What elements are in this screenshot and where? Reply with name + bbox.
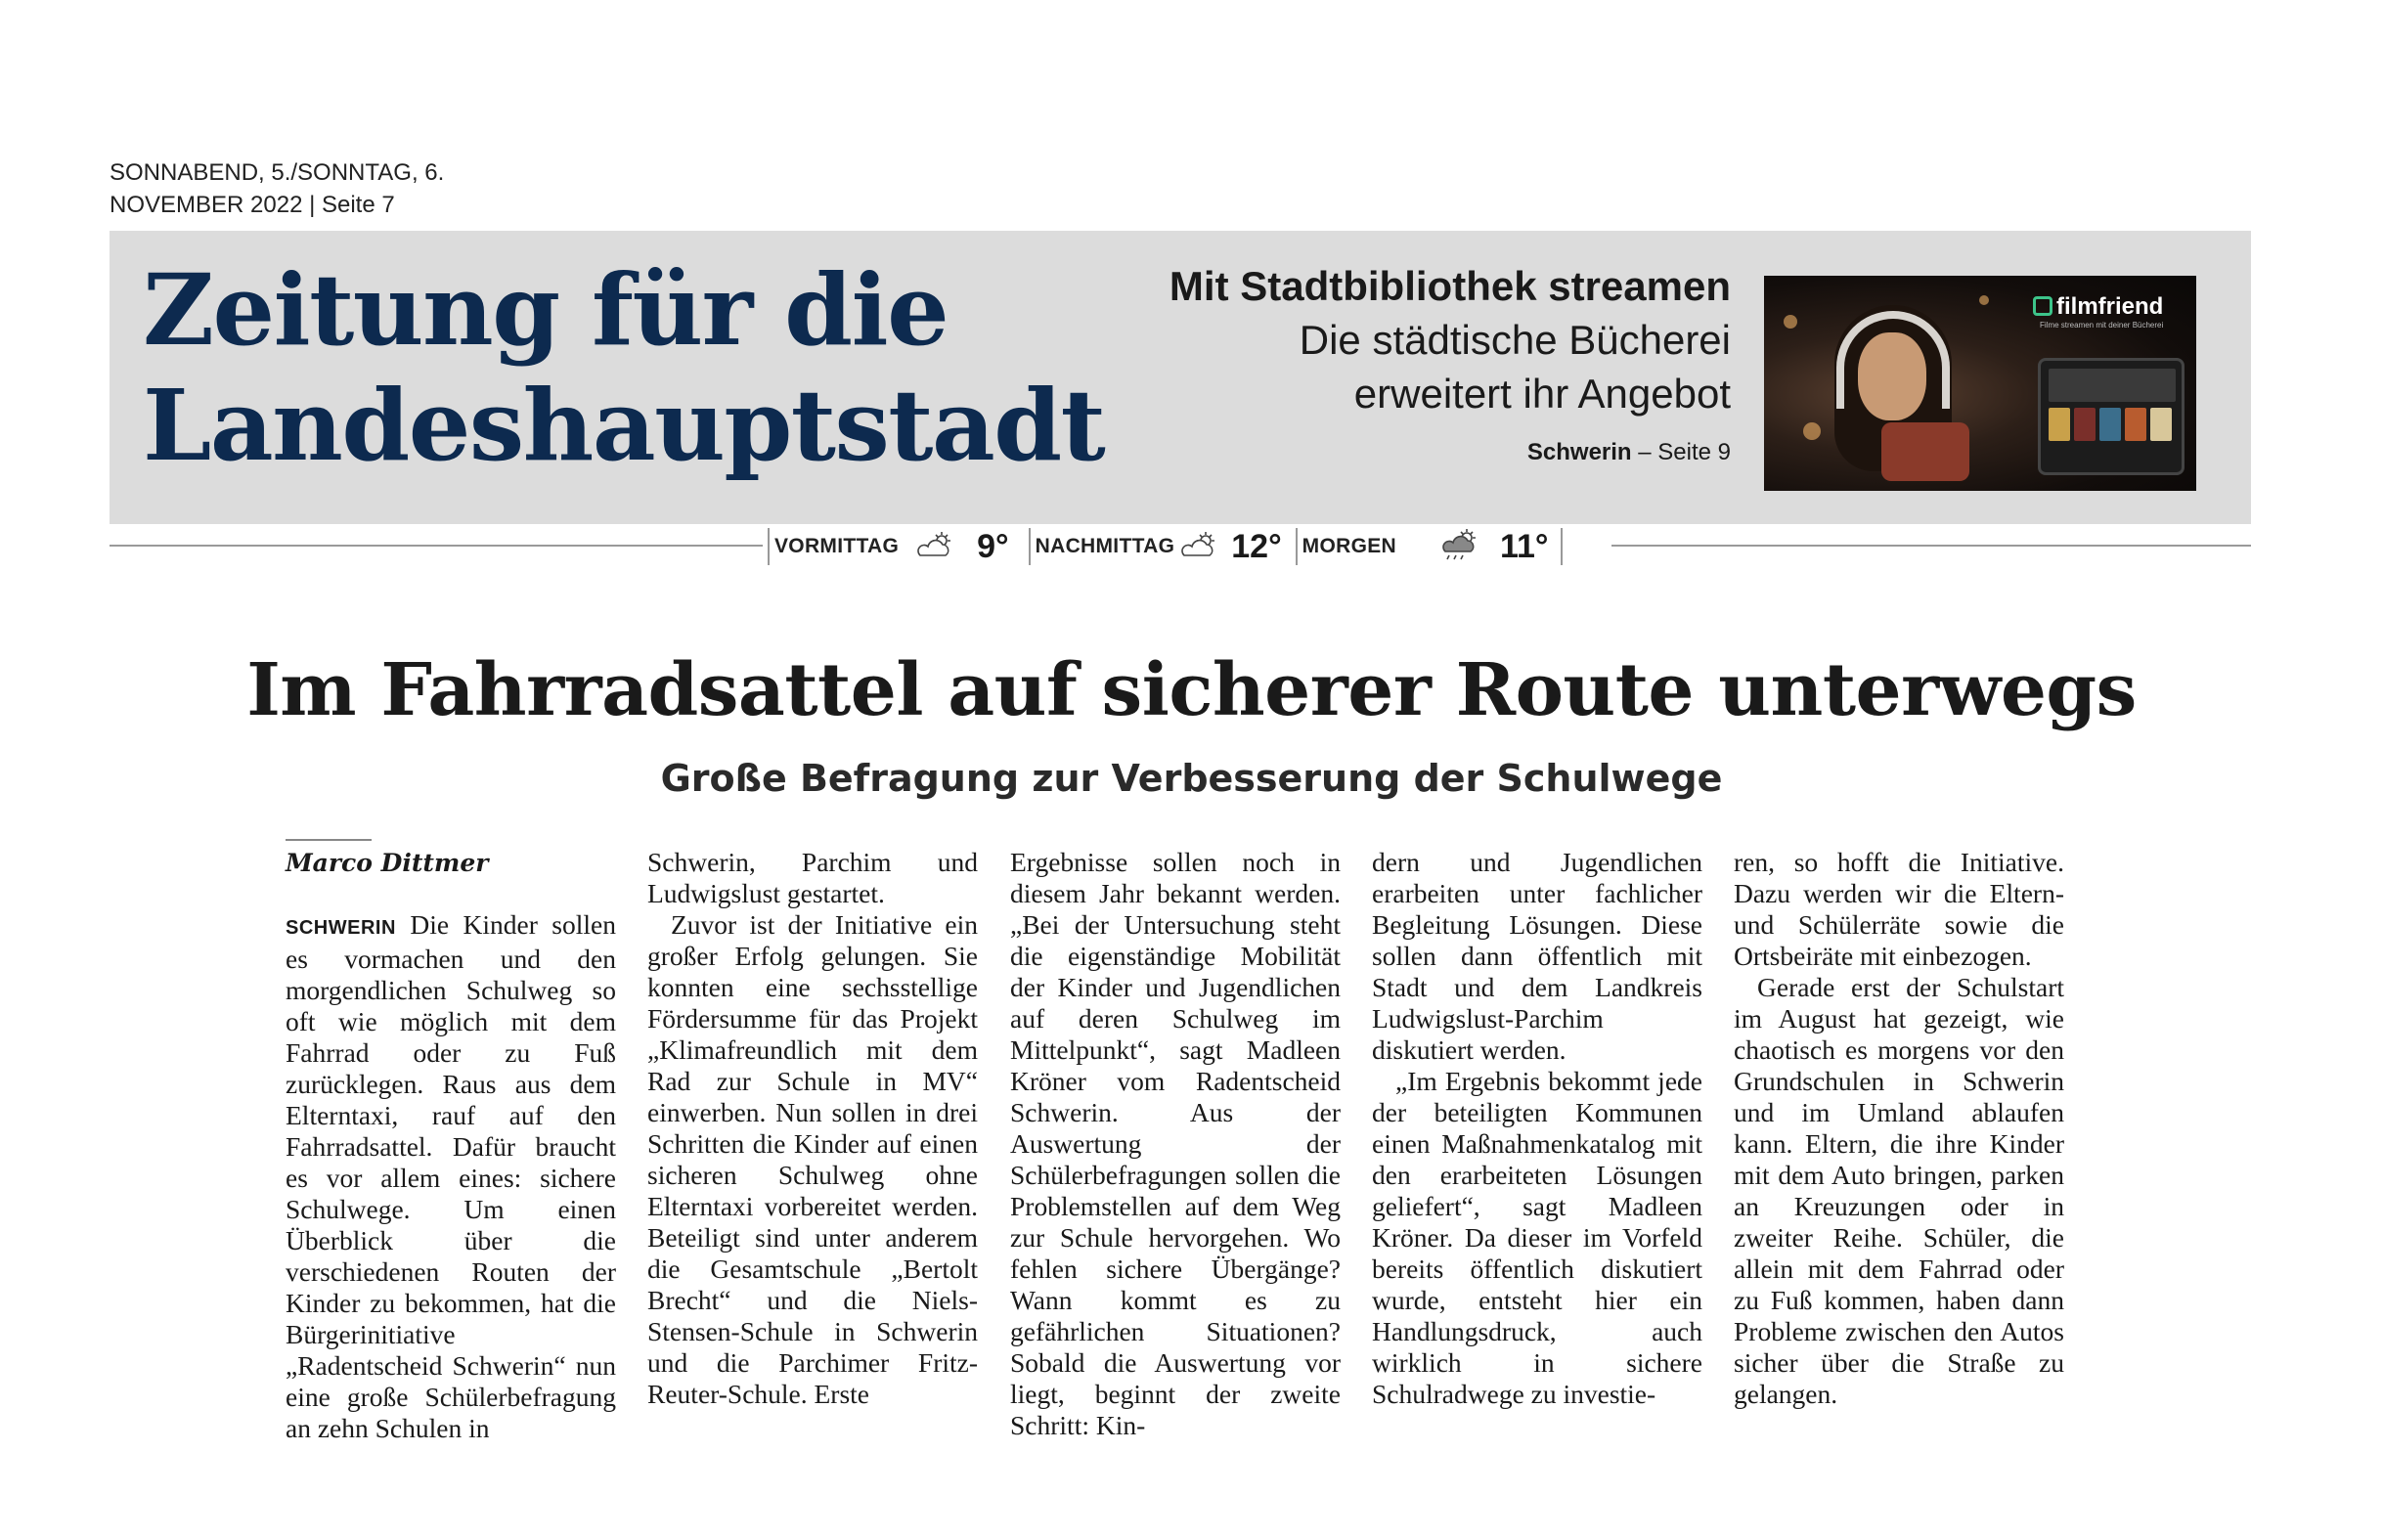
weather-label: MORGEN xyxy=(1302,535,1396,557)
filmfriend-tagline: Filme streamen mit deiner Bücherei xyxy=(2040,321,2164,330)
sun-cloud-icon xyxy=(914,530,957,564)
article-paragraph: Schwerin, Parchim und Ludwigslust gestartet. xyxy=(647,847,978,908)
article-headline: Im Fahrradsattel auf sicherer Route unterwegs xyxy=(246,648,2137,732)
weather-rule-right xyxy=(1611,545,2251,547)
issue-dateline xyxy=(110,156,444,221)
teaser-page-reference xyxy=(1169,438,1731,467)
weather-label: NACHMITTAG xyxy=(1035,535,1175,557)
teaser-promo-image[interactable] xyxy=(1764,276,2196,491)
teaser-kicker: Mit Stadtbibliothek streamen xyxy=(1169,263,1731,309)
sun-cloud-icon xyxy=(1178,530,1221,564)
weather-afternoon xyxy=(1029,528,1296,565)
weather-rule-left xyxy=(110,545,763,547)
cup-icon xyxy=(1881,422,1969,481)
filmfriend-mark-icon xyxy=(2033,296,2052,316)
teaser-headline-line-2: erweitert ihr Angebot xyxy=(1353,371,1731,417)
issue-date-line-1: SONNABEND, 5./SONNTAG, 6. xyxy=(110,159,445,186)
byline-divider xyxy=(286,839,372,841)
article-dateline: SCHWERIN xyxy=(286,917,396,939)
teaser-box[interactable] xyxy=(1169,260,1731,467)
article-column-2 xyxy=(647,847,978,1410)
filmfriend-logo: filmfriend xyxy=(2033,293,2163,321)
article-column-4 xyxy=(1372,847,1702,1410)
article-paragraph: dern und Jugendlichen erarbeiten unter fachlicher Begleitung Lösungen. Diese sollen dann öffentlich mit Stadt und dem Landkreis Ludwigslust-Parchim diskutiert werden. xyxy=(1372,847,1702,1065)
section-masthead xyxy=(143,252,1104,483)
weather-bar xyxy=(768,528,1563,565)
section-banner xyxy=(110,231,2251,524)
article-paragraph: Zuvor ist der Initiative ein großer Erfolg gelungen. Sie konnten eine sechsstellige Fördersumme für das Projekt „Klimafreundlich mit dem Rad zur Schule in MV“ einwerben. Nun sollen in drei Schritten die Kinder auf einen sicheren Schulweg ohne Elterntaxi vorbereitet werden. Beteiligt sind unter anderem die Gesamtschule „Bertolt Brecht“ und die Niels-Stensen-Schule in Schwerin und die Parchimer Fritz-Reuter-Schule. Erste xyxy=(647,909,978,1409)
article-column-1 xyxy=(286,909,616,1444)
masthead-line-1: Zeitung für die xyxy=(143,252,949,368)
issue-date-line-2: NOVEMBER 2022 | Seite 7 xyxy=(110,192,395,218)
article-paragraph: ren, so hofft die Initiative. Dazu werden wir die Eltern- und Schülerräte sowie die Ortsbeiräte mit einbezogen. xyxy=(1734,847,2064,971)
weather-morning xyxy=(768,528,1029,565)
teaser-ref-place: Schwerin xyxy=(1526,439,1632,465)
teaser-ref-page: – Seite 9 xyxy=(1631,439,1731,465)
article-paragraph: Ergebnisse sollen noch in diesem Jahr bekannt werden. „Bei der Untersuchung steht die eigenständige Mobilität der Kinder und Jugendlichen auf deren Schulweg im Mittelpunkt“, sagt Madleen Kröner vom Radentscheid Schwerin. Aus der Auswertung der Schülerbefragungen sollen die Problemstellen auf dem Weg zur Schule hervorgehen. Wo fehlen sichere Übergänge? Wann kommt es zu gefährlichen Situationen? Sobald die Auswertung vor liegt, beginnt der zweite Schritt: Kin- xyxy=(1010,847,1341,1440)
article-column-3 xyxy=(1010,847,1341,1441)
article-column-5 xyxy=(1734,847,2064,1410)
article-subheadline: Große Befragung zur Verbesserung der Schulwege xyxy=(660,757,1723,800)
masthead-line-2: Landeshauptstadt xyxy=(143,368,1105,483)
weather-temp: 9° xyxy=(977,527,1009,565)
article-paragraph: Gerade erst der Schulstart im August hat gezeigt, wie chaotisch es morgens vor den Grundschulen in Schwerin und im Umland ablaufen kann. Eltern, die ihre Kinder mit dem Auto bringen, parken an Kreuzungen oder in zweiter Reihe. Schüler, die allein mit dem Fahrrad oder zu Fuß kommen, haben dann Probleme zwischen den Autos sicher über die Straße zu gelangen. xyxy=(1734,972,2064,1409)
weather-tomorrow xyxy=(1296,528,1563,565)
article-paragraph: SCHWERIN Die Kinder sollen es vormachen und den morgendlichen Schulweg so oft wie möglich mit dem Fahrrad oder zu Fuß zurücklegen. Raus aus dem Elterntaxi, rauf auf den Fahrradsattel. Dafür braucht es vor allem eines: sichere Schulwege. Um einen Überblick über die verschiedenen Routen der Kinder zu bekommen, hat die Bürgerinitiative „Radentscheid Schwerin“ nun eine große Schülerbefragung an zehn Schulen in xyxy=(286,909,616,1443)
article-paragraph: „Im Ergebnis bekommt jede der beteiligten Kommunen einen Maßnahmenkatalog mit den erarbeiteten Lösungen geliefert“, sagt Madleen Kröner. Da dieser im Vorfeld bereits öffentlich diskutiert wurde, entsteht hier ein Handlungsdruck, auch wirklich in sichere Schulradwege zu investie- xyxy=(1372,1066,1702,1409)
weather-temp: 12° xyxy=(1231,527,1282,565)
weather-label: VORMITTAG xyxy=(774,535,900,557)
tablet-icon xyxy=(2038,358,2184,475)
article-byline: Marco Dittmer xyxy=(286,849,489,877)
weather-temp: 11° xyxy=(1499,527,1549,565)
teaser-headline-line-1: Die städtische Bücherei xyxy=(1299,317,1731,363)
sun-rain-cloud-icon xyxy=(1439,528,1482,566)
